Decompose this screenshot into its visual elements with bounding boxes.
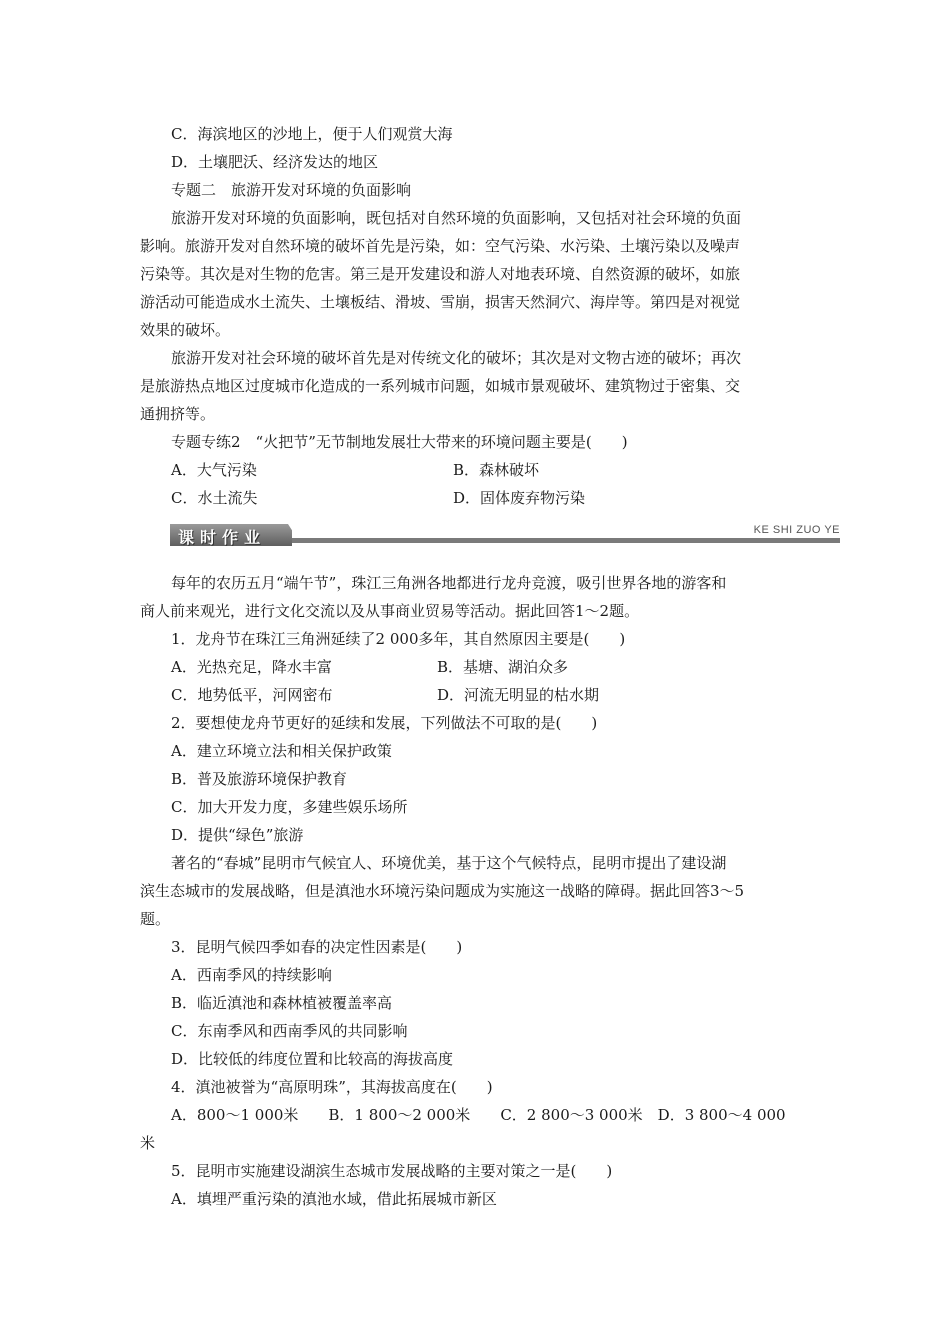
- option-line: B．临近滇池和森林植被覆盖率高: [171, 994, 393, 1012]
- question-line: 2．要想使龙舟节更好的延续和发展，下列做法不可取的是( ): [171, 714, 598, 732]
- option-c: C．地势低平，河网密布: [171, 686, 333, 704]
- paragraph-line: 滨生态城市的发展战略，但是滇池水环境污染问题成为实施这一战略的障碍。据此回答3～5: [140, 882, 745, 900]
- option-row: [171, 487, 831, 509]
- question-line: 5．昆明市实施建设湖滨生态城市发展战略的主要对策之一是( ): [171, 1162, 613, 1180]
- paragraph-line: 是旅游热点地区过度城市化造成的一系列城市问题，如城市景观破坏、建筑物过于密集、交: [140, 377, 741, 395]
- option-b: B．基塘、湖泊众多: [437, 658, 569, 676]
- option-line: A．西南季风的持续影响: [171, 966, 332, 984]
- option-d: D．河流无明显的枯水期: [437, 686, 600, 704]
- paragraph-line: 污染等。其次是对生物的危害。第三是开发建设和游人对地表环境、自然资源的破坏，如旅: [140, 265, 741, 283]
- paragraph-line: 每年的农历五月“端午节”，珠江三角洲各地都进行龙舟竞渡，吸引世界各地的游客和: [171, 574, 727, 592]
- option-b: B．森林破坏: [453, 461, 540, 479]
- paragraph-line: 旅游开发对社会环境的破坏首先是对传统文化的破坏；其次是对文物古迹的破坏；再次: [171, 349, 742, 367]
- question-line: 3．昆明气候四季如春的决定性因素是( ): [171, 938, 463, 956]
- paragraph-line: 通拥挤等。: [140, 405, 216, 423]
- question-line: 4．滇池被誉为“高原明珠”，其海拔高度在( ): [171, 1078, 493, 1096]
- banner-english: KE SHI ZUO YE: [753, 524, 840, 536]
- option-row: [171, 459, 831, 481]
- paragraph-line: 游活动可能造成水土流失、土壤板结、滑坡、雪崩，损害天然洞穴、海岸等。第四是对视觉: [140, 293, 741, 311]
- option-line: A．建立环境立法和相关保护政策: [171, 742, 392, 760]
- option-line: C．东南季风和西南季风的共同影响: [171, 1022, 408, 1040]
- paragraph-line: 题。: [140, 910, 171, 928]
- paragraph-line: 商人前来观光，进行文化交流以及从事商业贸易等活动。据此回答1～2题。: [140, 602, 640, 620]
- paragraph-line: 影响。旅游开发对自然环境的破坏首先是污染，如：空气污染、水污染、土壤污染以及噪声: [140, 237, 741, 255]
- option-a: A．光热充足，降水丰富: [171, 658, 332, 676]
- option-line: A．填埋严重污染的滇池水域，借此拓展城市新区: [171, 1190, 497, 1208]
- option-line: C．海滨地区的沙地上，便于人们观赏大海: [171, 125, 453, 143]
- option-line: A．800～1 000米 B．1 800～2 000米 C．2 800～3 000米 D．3 800～4 000: [171, 1106, 786, 1124]
- option-line-wrap: 米: [140, 1134, 156, 1152]
- option-line: C．加大开发力度，多建些娱乐场所: [171, 798, 408, 816]
- option-row: [171, 656, 831, 678]
- option-line: D．土壤肥沃、经济发达的地区: [171, 153, 379, 171]
- question-line: 1．龙舟节在珠江三角洲延续了2 000多年，其自然原因主要是( ): [171, 630, 626, 648]
- option-line: D．比较低的纬度位置和比较高的海拔高度: [171, 1050, 454, 1068]
- option-d: D．固体废弃物污染: [453, 489, 586, 507]
- section-banner: [170, 524, 840, 552]
- option-c: C．水土流失: [171, 489, 258, 507]
- option-row: [171, 684, 831, 706]
- banner-title: 课时作业: [178, 528, 267, 547]
- question-line: 专题专练2 “火把节”无节制地发展壮大带来的环境问题主要是( ): [171, 433, 628, 451]
- section-heading: 专题二 旅游开发对环境的负面影响: [171, 181, 412, 199]
- option-line: B．普及旅游环境保护教育: [171, 770, 348, 788]
- option-a: A．大气污染: [171, 461, 257, 479]
- option-line: D．提供“绿色”旅游: [171, 826, 304, 844]
- paragraph-line: 著名的“春城”昆明市气候宜人、环境优美，基于这个气候特点，昆明市提出了建设湖: [171, 854, 727, 872]
- paragraph-line: 效果的破坏。: [140, 321, 231, 339]
- paragraph-line: 旅游开发对环境的负面影响，既包括对自然环境的负面影响，又包括对社会环境的负面: [171, 209, 742, 227]
